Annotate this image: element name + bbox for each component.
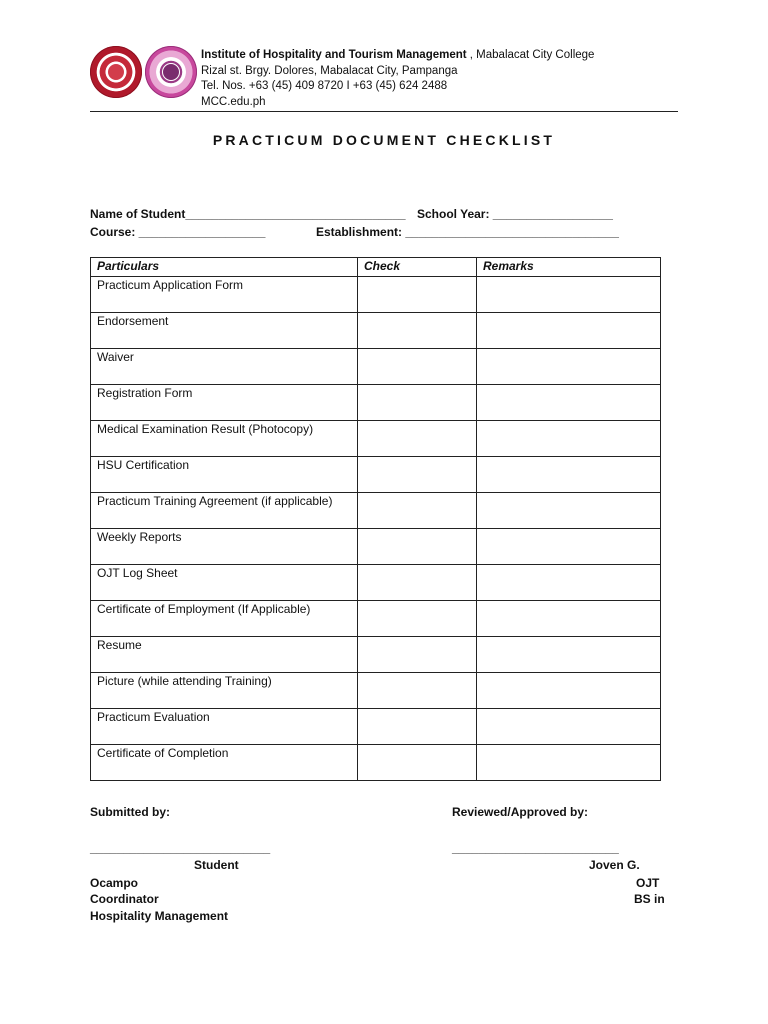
school-year-field: School Year: __________________ [417, 207, 613, 221]
institute-seal-logo [145, 46, 197, 98]
particular-cell: Resume [91, 637, 358, 673]
header-particulars: Particulars [91, 258, 358, 277]
institute-line: Institute of Hospitality and Tourism Management , Mabalacat City College [201, 49, 595, 61]
check-cell[interactable] [358, 673, 477, 709]
remarks-cell[interactable] [477, 601, 661, 637]
coordinator-first-name: Joven G. [589, 858, 640, 872]
remarks-cell[interactable] [477, 421, 661, 457]
check-cell[interactable] [358, 601, 477, 637]
check-cell[interactable] [358, 349, 477, 385]
coordinator-label: Coordinator [90, 892, 159, 906]
particular-cell: Practicum Evaluation [91, 709, 358, 745]
particular-cell: Weekly Reports [91, 529, 358, 565]
particular-cell: Registration Form [91, 385, 358, 421]
table-row [91, 313, 661, 349]
remarks-cell[interactable] [477, 277, 661, 313]
coordinator-last-name: Ocampo [90, 876, 139, 890]
check-cell[interactable] [358, 745, 477, 781]
header-remarks: Remarks [477, 258, 661, 277]
college-seal-logo [90, 46, 142, 98]
table-row [91, 529, 661, 565]
particular-cell: Picture (while attending Training) [91, 673, 358, 709]
website-line: MCC.edu.ph [201, 95, 266, 108]
particular-cell: Practicum Training Agreement (if applicable) [91, 493, 358, 529]
table-row [91, 709, 661, 745]
ojt-label: OJT [636, 876, 660, 890]
course-field: Course: ___________________ [90, 225, 266, 239]
check-cell[interactable] [358, 529, 477, 565]
check-cell[interactable] [358, 457, 477, 493]
table-row [91, 565, 661, 601]
remarks-cell[interactable] [477, 457, 661, 493]
header-check: Check [358, 258, 477, 277]
table-header-row [91, 258, 661, 277]
check-cell[interactable] [358, 421, 477, 457]
particular-cell: Practicum Application Form [91, 277, 358, 313]
submitted-by-label: Submitted by: [90, 805, 170, 819]
particular-cell: Certificate of Employment (If Applicable) [91, 601, 358, 637]
table-row [91, 745, 661, 781]
page-title: PRACTICUM DOCUMENT CHECKLIST [212, 132, 556, 148]
check-cell[interactable] [358, 313, 477, 349]
bs-in-label: BS in [634, 892, 665, 906]
check-cell[interactable] [358, 709, 477, 745]
remarks-cell[interactable] [477, 313, 661, 349]
table-row [91, 349, 661, 385]
checklist-table [90, 257, 661, 781]
remarks-cell[interactable] [477, 673, 661, 709]
remarks-cell[interactable] [477, 493, 661, 529]
check-cell[interactable] [358, 565, 477, 601]
table-row [91, 637, 661, 673]
table-row [91, 601, 661, 637]
remarks-cell[interactable] [477, 709, 661, 745]
student-label: Student [194, 858, 239, 872]
program-label: Hospitality Management [90, 909, 229, 923]
table-row [91, 673, 661, 709]
coordinator-signature-line: _________________________ [452, 841, 619, 855]
remarks-cell[interactable] [477, 349, 661, 385]
check-cell[interactable] [358, 277, 477, 313]
phone-line: Tel. Nos. +63 (45) 409 8720 I +63 (45) 624 2488 [201, 80, 448, 92]
particular-cell: OJT Log Sheet [91, 565, 358, 601]
remarks-cell[interactable] [477, 529, 661, 565]
remarks-cell[interactable] [477, 637, 661, 673]
reviewed-by-label: Reviewed/Approved by: [452, 805, 589, 819]
particular-cell: Certificate of Completion [91, 745, 358, 781]
particular-cell: HSU Certification [91, 457, 358, 493]
particular-cell: Waiver [91, 349, 358, 385]
student-name-field: Name of Student_________________________________ [90, 207, 406, 221]
table-row [91, 277, 661, 313]
particular-cell: Medical Examination Result (Photocopy) [91, 421, 358, 457]
student-signature-line: ___________________________ [90, 841, 271, 855]
establishment-field: Establishment: ________________________________ [316, 225, 619, 239]
check-cell[interactable] [358, 637, 477, 673]
table-row [91, 493, 661, 529]
letterhead [201, 48, 594, 110]
header-divider [90, 111, 678, 112]
remarks-cell[interactable] [477, 565, 661, 601]
table-row [91, 457, 661, 493]
table-row [91, 385, 661, 421]
particular-cell: Endorsement [91, 313, 358, 349]
check-cell[interactable] [358, 493, 477, 529]
table-row [91, 421, 661, 457]
address-line: Rizal st. Brgy. Dolores, Mabalacat City, Pampanga [201, 64, 458, 77]
remarks-cell[interactable] [477, 745, 661, 781]
remarks-cell[interactable] [477, 385, 661, 421]
check-cell[interactable] [358, 385, 477, 421]
